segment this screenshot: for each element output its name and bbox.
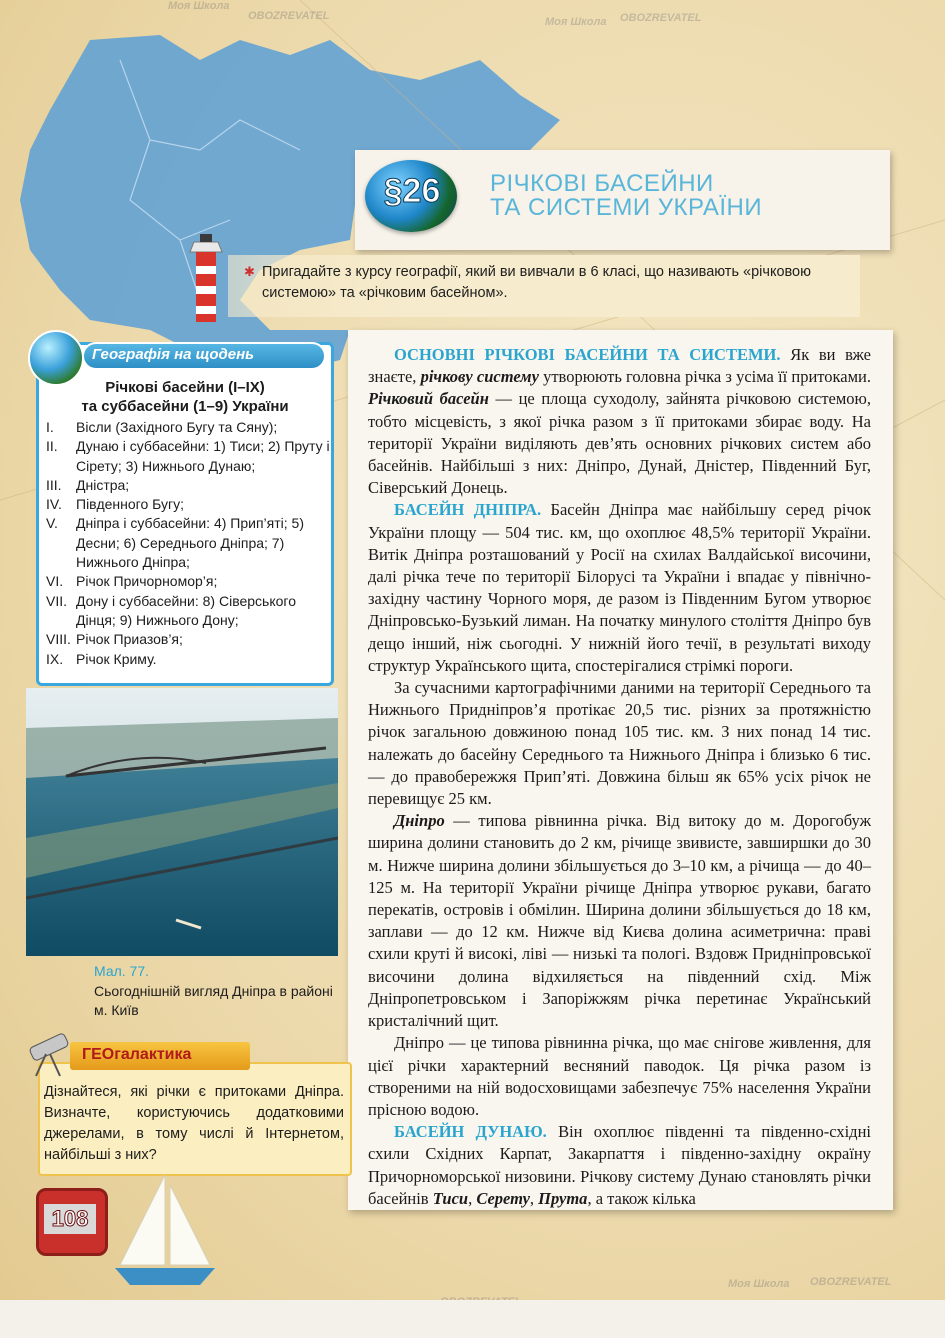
section-title	[490, 172, 880, 220]
sailboat-icon	[110, 1170, 220, 1290]
list-item	[46, 650, 330, 669]
title-line: та суббасейни (1–9) України	[81, 398, 289, 415]
list-item-text: Дніпра і суббасейни: 4) Прип’яті; 5) Десни; 6) Середнього Дніпра; 7) Нижнього Дніпра;	[76, 515, 304, 571]
paragraph-dnipro-description	[368, 810, 871, 1032]
list-item	[46, 630, 330, 649]
list-item	[46, 437, 330, 476]
paragraph-cartographic-data: За сучасними картографічними даними на території Середнього та Нижнього Придніпров’я протікає 20,5 тис. різних за протяжністю річок загальною довжиною понад 105 тис. км. З них понад 14 тис. належать до басейну Середнього та Нижнього Дніпра і близько 6 тис. — до правобережжя Прип’яті. Довжина більш як 65% усіх річок не перевищує 25 км.	[368, 678, 871, 809]
geogalaxy-text: Дізнайтеся, які річки є притоками Дніпра. Визначте, користуючись додатковими джерелами, в тому числі й Інтернетом, найбільші з них?	[44, 1084, 344, 1163]
heading-basins: ОСНОВНІ РІЧКОВІ БАСЕЙНИ ТА СИСТЕМИ.	[394, 345, 781, 364]
list-item-text: Річок Приазов’я;	[76, 631, 183, 648]
page-bottom-margin	[0, 1300, 945, 1338]
paragraph-basins	[368, 344, 871, 499]
figure-caption-text: Сьогоднішній вигляд Дніпра в районі м. Київ	[94, 982, 333, 1018]
list-item-number: IV.	[46, 496, 62, 513]
text-span: , а також кілька	[587, 1188, 696, 1208]
bullet-icon: ✱	[244, 264, 255, 279]
text-span: ,	[468, 1188, 477, 1208]
paragraph-danube-basin	[368, 1121, 871, 1210]
list-item	[46, 514, 330, 572]
list-item-number: V.	[46, 515, 58, 532]
figure-caption	[94, 962, 344, 1021]
list-item	[46, 495, 330, 514]
term-river-basin: Річковий басейн	[368, 389, 489, 409]
term-prut: Прута	[538, 1188, 588, 1208]
term-tysa: Тиси	[432, 1188, 469, 1208]
geography-daily-title	[50, 378, 320, 416]
list-item-number: III.	[46, 476, 62, 493]
lighthouse-icon	[186, 232, 226, 322]
basin-list	[46, 418, 330, 669]
list-item-text: Дністра;	[76, 476, 130, 493]
paragraph-dnipro-supply: Дніпро — це типова рівнинна річка, що має снігове живлення, для цієї річки характерний весняний паводок. Ця річка разом із створеними на ній водосховищами забезпечує 75% населення України прісною водою.	[368, 1033, 871, 1119]
main-text	[368, 344, 871, 1210]
text-span: Він охоплює південні та південно-східні схили Східних Карпат, Закарпаття і південно-західну окраїну Причорноморської низовини. Річкову систему Дунаю становлять річки басейнів	[368, 1122, 871, 1208]
geogalaxy-banner-text: ГЕОгалактика	[82, 1046, 192, 1063]
list-item-text: Південного Бугу;	[76, 496, 185, 513]
text-span: — типова рівнинна річка. Від витоку до м. Дорогобуж ширина долини становить до 2 км, річище звивисте, завширшки до 30 м. Нижче ширина долини збільшується до 3–10 км, а річища — до 40–125 м. На території України річище Дніпра утворює рукави, багато перекатів, островів і обмілин. Ширина долини збільшується до 18 км, заплави — до 12 км. Нижче від Києва долина асиметрична: праві схили круті й високі, ліві — низькі та пологі. Вздовж Придніпровської височини долина відхиляється на південний схід. Між Дніпропетровськом і Запоріжжям річка перетинає Український кристалічний щит.	[368, 811, 871, 1031]
section-number: §26	[383, 172, 441, 210]
list-item-text: Дунаю і суббасейни: 1) Тиси; 2) Пруту і Сірету; 3) Нижнього Дунаю;	[76, 438, 330, 474]
term-seret: Серету	[476, 1188, 530, 1208]
text-span: Басейн Дніпра має найбільшу серед річок України площу — 504 тис. км, що охоплює 48,5% території України. Витік Дніпра розташований у Росії на схилах Валдайської височини, далі річка тече по території Білорусі та України і впадає у північно-західну частину Чорного моря, де разом із Південним Бугом утворює Дніпровсько-Бузький лиман. На початку минулого століття Дніпро був дещо інший, ніж сьогодні. У нижній його течії, в результаті виходу структур Українського щита, спостерігалися стрімкі пороги.	[368, 500, 871, 675]
list-item-number: I.	[46, 419, 54, 435]
text-span: — це площа суходолу, зайнята річковою системою, тобто місцевість, з якої річка разом з її притоками збирає воду. На території України виділяють дев’ять основних річкових систем або басейнів. Найбільші з них: Дніпро, Дунай, Дністер, Південний Буг, Сіверський Донець.	[368, 389, 871, 498]
list-item	[46, 418, 330, 437]
section-title-line1: РІЧКОВІ БАСЕЙНИ	[490, 170, 714, 197]
list-item-text: Дону і суббасейни: 8) Сіверського Дінця; 9) Нижнього Дону;	[76, 592, 297, 628]
watermark-text: OBOZREVATEL	[248, 10, 330, 22]
list-item-text: Річок Причорномор’я;	[76, 573, 218, 590]
watermark-text: Моя Школа	[545, 16, 607, 28]
text-span: ,	[529, 1188, 539, 1208]
term-river-system: річкову систему	[420, 367, 539, 387]
list-item	[46, 592, 330, 631]
telescope-icon	[20, 1022, 76, 1078]
dnipro-photo	[26, 688, 338, 956]
watermark-text: Моя Школа	[168, 0, 230, 12]
watermark-text: Моя Школа	[728, 1278, 790, 1290]
list-item-number: VI.	[46, 573, 64, 590]
section-title-line2: ТА СИСТЕМИ УКРАЇНИ	[490, 194, 763, 221]
list-item-number: IX.	[46, 650, 64, 667]
list-item	[46, 476, 330, 495]
list-item-number: II.	[46, 438, 58, 455]
heading-dnipro-basin: БАСЕЙН ДНІПРА.	[394, 500, 542, 520]
heading-danube-basin: БАСЕЙН ДУНАЮ.	[394, 1122, 547, 1142]
geography-daily-banner-text: Географія на щодень	[92, 346, 255, 363]
watermark-text: OBOZREVATEL	[810, 1276, 892, 1288]
page-number: 108	[44, 1204, 96, 1234]
paragraph-dnipro-basin	[368, 499, 871, 677]
list-item	[46, 572, 330, 591]
recall-text: Пригадайте з курсу географії, який ви вивчали в 6 класі, що називають «річковою системою» та «річковим басейном».	[262, 264, 811, 301]
title-line: Річкові басейни (I–IX)	[105, 379, 265, 396]
list-item-number: VII.	[46, 592, 68, 609]
list-item-number: VIII.	[46, 631, 71, 648]
list-item-text: Річок Криму.	[76, 650, 157, 667]
text-span: Як ви вже знаєте,	[368, 345, 871, 387]
figure-label: Мал. 77.	[94, 963, 150, 979]
list-item-text: Вісли (Західного Бугу та Сяну);	[76, 419, 278, 435]
watermark-text: OBOZREVATEL	[620, 12, 702, 24]
term-dnipro: Дніпро	[394, 811, 445, 831]
text-span: утворюють головна річка з усіма її притоками.	[538, 367, 871, 387]
